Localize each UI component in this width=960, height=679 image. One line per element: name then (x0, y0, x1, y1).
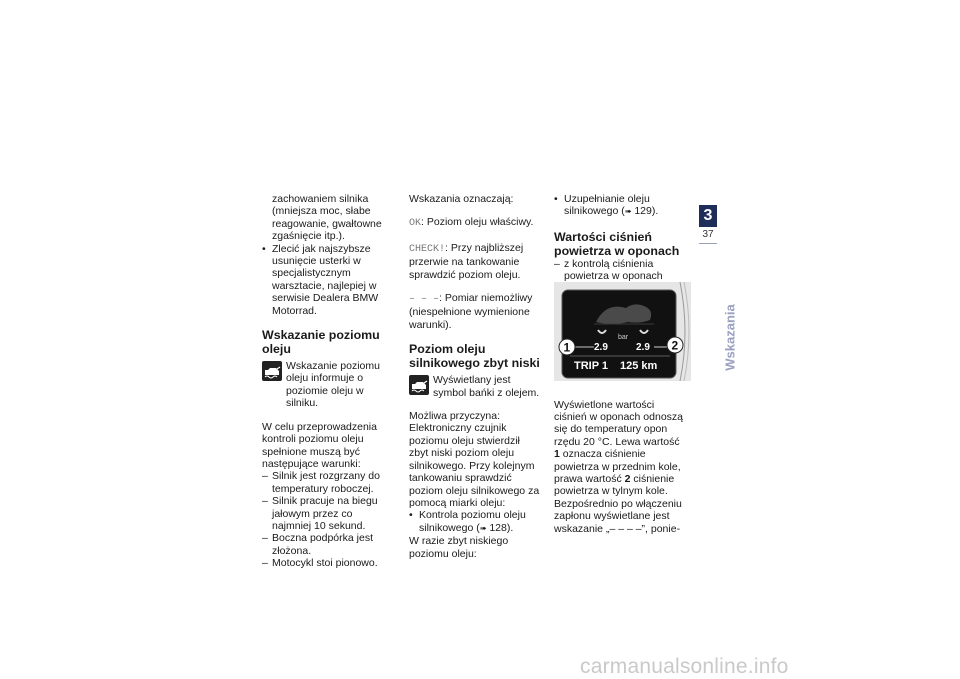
page-ref-arrow-icon: ➠ (624, 207, 632, 217)
tyre-pressure-display-figure (554, 282, 691, 381)
display-code-ok: OK (409, 218, 422, 230)
display-check-text: : Przy najbliższej przerwie na tankowanie sprawdzić poziom oleju. (409, 241, 524, 281)
rdc-option-line: – z kontrolą ciśnienia powietrza w oponach (554, 258, 686, 298)
chapter-title-vertical: Wskazania (722, 304, 738, 371)
page-number: 37 (702, 229, 714, 240)
text-column-2 (409, 193, 541, 560)
paragraph-conditions: W celu przeprowadzenia kontroli poziomu oleju spełnione muszą być następujące warunki: (262, 420, 377, 470)
paragraph: zachowaniem silnika (mniejsza moc, słabe reagowanie, gwałtowne zgaśnięcie itp.). (272, 193, 382, 243)
display-ok-text: : Poziom oleju właściwy. (421, 216, 534, 229)
oil-level-icon-row (262, 360, 394, 410)
marker-ref-2: 2 (624, 472, 631, 485)
oil-low-icon-row (409, 374, 541, 399)
chapter-number-tab[interactable]: 3 (699, 205, 717, 227)
oil-can-icon (262, 361, 282, 381)
display-ok-line (409, 216, 541, 230)
oil-level-description: Wskazanie poziomu oleju informuje o poziomie oleju w silniku. (286, 360, 380, 410)
condition-item: – Boczna podpórka jest złożona. (262, 532, 394, 557)
oil-low-description: Wyświetlany jest symbol bańki z olejem. (433, 374, 540, 399)
paragraph: W razie zbyt niskiego poziomu oleju: (409, 535, 509, 560)
display-dash-line (409, 292, 541, 331)
display-check-line (409, 242, 541, 281)
trip-value: 125 km (620, 360, 658, 372)
display-code-check: CHECK! (409, 243, 446, 255)
figure-caption: Wyświetlone wartości ciśnień w oponach odnoszą się do temperatury opon rzędu 20 °C. Lewa wartość 1 oznacza ciśnienie powietrza w przednim kole, prawa wartość 2 ciśnienie powietrza w tylnym kole. Bezpośrednio po włączeniu zapłonu wyświetlane jest wskazanie „– – – –”, ponie- (554, 398, 684, 535)
page-ref[interactable]: 128 (489, 521, 507, 534)
oil-can-icon (409, 375, 429, 395)
section-heading-tyre-pressure: Wartości ciśnień powietrza w oponach (554, 229, 680, 258)
bullet-item: • Kontrola poziomu oleju silnikowego (➠ 128). (409, 509, 541, 535)
cause-label: Możliwa przyczyna: (409, 410, 501, 423)
tab-divider (699, 243, 717, 244)
condition-item: – Motocykl stoi pionowo. (262, 557, 394, 569)
bullet-item: • Uzupełnianie oleju silnikowego (➠ 129). (554, 193, 686, 219)
rear-pressure-value: 2.9 (636, 342, 650, 353)
marker-ref-1: 1 (554, 448, 560, 461)
front-pressure-value: 2.9 (594, 342, 608, 353)
display-dash-text: : Pomiar niemożliwy (niespełnione wymienione warunki). (409, 292, 533, 331)
cause-text: Elektroniczny czujnik poziomu oleju stwierdził zbyt niski poziom oleju silnikowego. Przy kolejnym tankowaniu sprawdzić poziom oleju silnikowego za pomocą miarki oleju: (409, 422, 540, 509)
pressure-unit: bar (618, 334, 629, 341)
marker-1: 1 (563, 340, 571, 355)
trip-label: TRIP 1 (574, 360, 609, 372)
page-ref[interactable]: 129 (634, 205, 652, 218)
paragraph: Wskazania oznaczają: (409, 193, 514, 205)
text-column-1 (262, 193, 394, 570)
page-ref-arrow-icon: ➠ (479, 523, 487, 533)
section-heading-oil-low: Poziom oleju silnikowego zbyt niski (409, 342, 540, 371)
watermark: carmanualsonline.info (580, 655, 789, 678)
condition-item: – Silnik pracuje na biegu jałowym przez co najmniej 10 sekund. (262, 495, 394, 532)
marker-2: 2 (671, 338, 679, 353)
bullet-item: • Zlecić jak najszybsze usunięcie usterki w specjalistycznym warsztacie, najlepiej w serwisie Dealera BMW Motorrad. (262, 243, 394, 317)
section-heading-oil-level: Wskazanie poziomu oleju (262, 328, 380, 357)
display-code-dashes: – – – (409, 294, 440, 306)
condition-item: – Silnik jest rozgrzany do temperatury roboczej. (262, 470, 394, 495)
